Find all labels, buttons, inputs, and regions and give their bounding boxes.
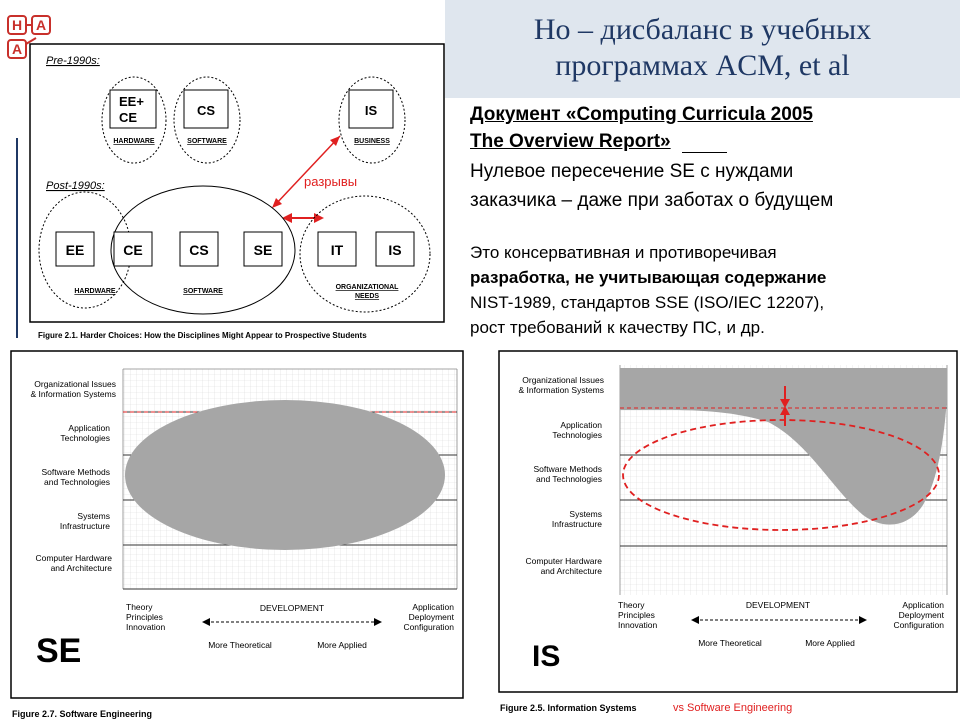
axis-more-theoretical: More Theoretical [208,640,272,650]
underline-extension [682,152,727,153]
figure-2-1-caption: Figure 2.1. Harder Choices: How the Disciplines Might Appear to Prospective Students [38,331,367,340]
figure-2-1 [0,0,460,350]
box-ee-label: EE+ [119,94,144,109]
is-row-label-sys-1: Systems [569,509,602,519]
se-coverage-shape [125,400,445,550]
pre-software-caption: SOFTWARE [187,138,227,145]
box-cs-label: CS [196,103,216,118]
box-post-ee-label: EE [65,242,85,258]
post-needs-caption: NEEDS [354,293,380,300]
figure-2-5-caption-extra: vs Software Engineering [673,702,793,714]
logo-letter-h: H [11,17,23,33]
row-label-hw-2: and Architecture [50,563,112,573]
pre-hardware-caption: HARDWARE [113,138,155,145]
row-label-org-1: Organizational Issues [34,379,116,389]
para2-line4: рост требований к качеству ПС, и др. [470,318,765,337]
is-big-label: IS [532,640,561,673]
is-axis-principles: Principles [618,610,655,620]
axis-deployment: Deployment [408,612,454,622]
is-axis-innovation: Innovation [618,620,658,630]
box-post-is-label: IS [388,242,402,258]
row-label-swm-2: and Technologies [43,477,110,487]
para2-line2: разработка, не учитывающая содержание [470,268,827,287]
is-axis-configuration: Configuration [893,620,944,630]
is-row-label-hw-2: and Architecture [540,566,602,576]
se-big-label: SE [36,632,82,670]
row-label-app-1: Application [68,423,110,433]
pre-business-caption: BUSINESS [354,138,390,145]
para1-line2: заказчика – даже при заботах о будущем [470,190,834,211]
is-axis-deployment: Deployment [898,610,944,620]
is-axis-theory: Theory [618,600,645,610]
para2-line3: NIST-1989, стандартов SSE (ISO/IEC 12207), [470,293,825,312]
axis-theory: Theory [126,602,153,612]
is-row-label-swm-1: Software Methods [533,464,602,474]
row-label-app-2: Technologies [60,433,110,443]
axis-configuration: Configuration [403,622,454,632]
axis-principles: Principles [126,612,163,622]
pre-1990s-label: Pre-1990s: [46,55,100,67]
para2-line1: Это консервативная и противоречивая [470,243,777,262]
is-axis-more-applied: More Applied [805,638,855,648]
axis-more-applied: More Applied [317,640,367,650]
is-row-label-hw-1: Computer Hardware [525,556,602,566]
is-row-label-app-1: Application [560,420,602,430]
row-label-sys-2: Infrastructure [59,521,110,531]
logo-letter-a1: A [35,17,47,33]
box-post-ce-label: CE [123,242,143,258]
box-it-label: IT [330,242,344,258]
row-label-swm-1: Software Methods [41,467,110,477]
post-software-caption: SOFTWARE [183,288,223,295]
row-label-hw-1: Computer Hardware [35,553,112,563]
doc-title-line1: Документ «Computing Curricula 2005 [470,104,813,125]
box-se-label: SE [253,242,273,258]
post-1990s-label: Post-1990s: [46,180,105,192]
figure-2-7-caption: Figure 2.7. Software Engineering [12,709,153,719]
post-hardware-caption: HARDWARE [74,288,116,295]
slide-title-line1: Но – дисбаланс в учебных [533,13,872,46]
axis-development: DEVELOPMENT [259,603,325,613]
doc-title-line2: The Overview Report» [470,131,671,152]
axis-application: Application [412,602,454,612]
axis-innovation: Innovation [126,622,166,632]
logo-letter-a2: A [11,41,23,57]
is-axis-more-theoretical: More Theoretical [698,638,762,648]
figure-2-5-caption: Figure 2.5. Information Systems [500,703,637,713]
figure-2-7 [10,350,464,720]
is-row-label-swm-2: and Technologies [535,474,602,484]
figure-2-5 [498,350,960,720]
row-label-org-2: & Information Systems [30,389,116,399]
row-label-sys-1: Systems [77,511,110,521]
is-row-label-org-2: & Information Systems [518,385,604,395]
gaps-label: разрывы [304,174,358,189]
is-row-label-sys-2: Infrastructure [551,519,602,529]
box-ce-label: CE [119,110,138,125]
is-row-label-app-2: Technologies [552,430,602,440]
is-axis-application: Application [902,600,944,610]
post-organizational-caption: ORGANIZATIONAL [335,284,399,291]
box-post-cs-label: CS [189,242,209,258]
is-axis-development: DEVELOPMENT [745,600,811,610]
box-is-label: IS [364,103,378,118]
slide-title-line2: программах ACM, et al [555,49,850,82]
para1-line1: Нулевое пересечение SE с нуждами [470,161,794,182]
is-row-label-org-1: Organizational Issues [522,375,604,385]
